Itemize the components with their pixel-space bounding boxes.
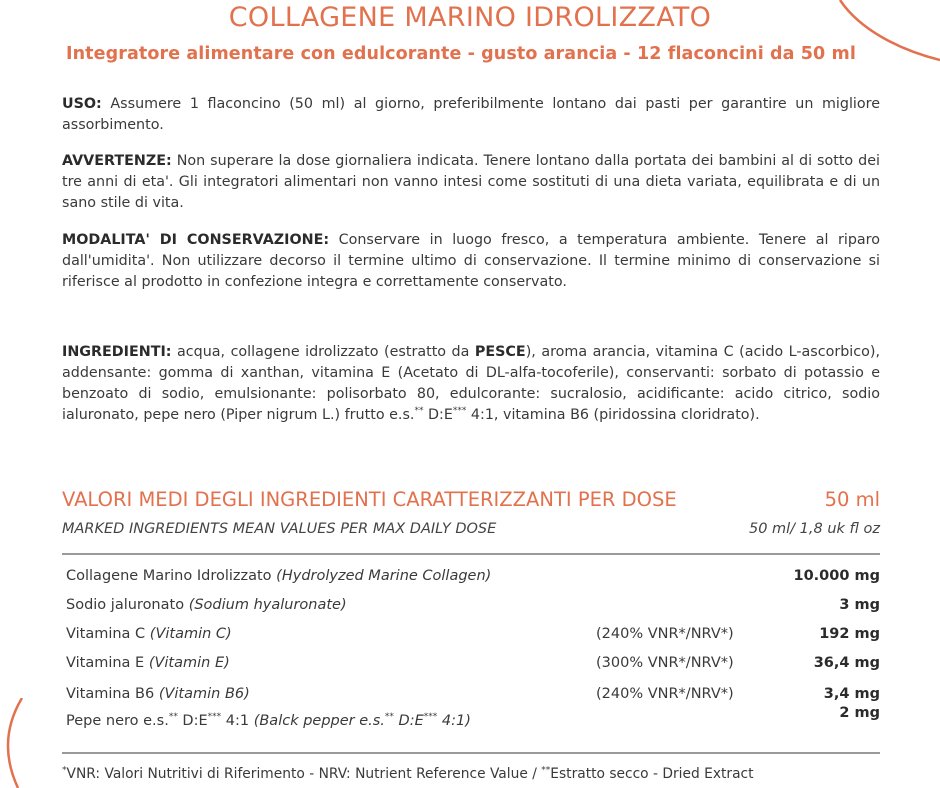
values-subheading-text: MARKED INGREDIENTS MEAN VALUES PER MAX DAILY DOSE: [62, 521, 497, 537]
row-name: Vitamina C: [66, 626, 146, 642]
divider-top: [62, 553, 880, 555]
uso-section: [62, 94, 880, 136]
footnote-sup-vnr: *: [62, 765, 67, 776]
row-amount: 36,4 mg: [813, 655, 880, 671]
pepe-en: (Balck pepper e.s.: [253, 713, 385, 729]
row-name-en: (Vitamin B6): [158, 686, 250, 702]
row-name-en: (Hydrolyzed Marine Collagen): [276, 568, 492, 584]
conservazione-label: MODALITA' DI CONSERVAZIONE:: [62, 232, 330, 248]
decorative-curve-bottom-left: [0, 698, 40, 788]
conservazione-section: [62, 230, 880, 293]
values-dose: 50 ml: [824, 488, 880, 511]
allergen-word: PESCE: [474, 344, 526, 360]
pepe-ratio: 4:1: [221, 713, 254, 729]
values-heading-text: VALORI MEDI DEGLI INGREDIENTI CARATTERIZZANTI PER DOSE: [62, 488, 677, 511]
pepe-en-sup-es: **: [384, 712, 394, 723]
pepe-name: Pepe nero e.s.: [66, 713, 169, 729]
footnote-text-es: Estratto secco - Dried Extract: [550, 766, 754, 782]
divider-bottom: [62, 752, 880, 754]
avvertenze-label: AVVERTENZE:: [62, 153, 172, 169]
footnote: [62, 766, 880, 782]
values-subheading: [62, 521, 880, 537]
row-vnr: (240% VNR*/NRV*): [596, 686, 734, 702]
pepe-amount: 2 mg: [839, 705, 880, 721]
ingredienti-label: INGREDIENTI:: [62, 344, 172, 360]
product-subtitle: Integratore alimentare con edulcorante - gusto arancia - 12 flaconcini da 50 ml: [66, 44, 856, 64]
row-amount: 192 mg: [819, 626, 880, 642]
pepe-en-sup-de: ***: [423, 712, 438, 723]
ingredienti-sup-es: **: [414, 406, 424, 417]
values-heading: [62, 488, 880, 511]
product-title: COLLAGENE MARINO IDROLIZZATO: [228, 2, 712, 33]
ingredienti-text-end: 4:1, vitamina B6 (piridossina cloridrato).: [466, 407, 760, 423]
avvertenze-text: Non superare la dose giornaliera indicata. Tenere lontano dalla portata dei bambini al di sotto dei tre anni di eta'. Gli integratori alimentari non vanno intesi come sostituti di una dieta variata, equilibrata e di un sano stile di vita.: [62, 153, 880, 211]
row-name-en: (Vitamin E): [148, 655, 230, 671]
ingredienti-section: [62, 342, 880, 426]
uso-label: USO:: [62, 96, 102, 112]
pepe-sup-de: ***: [207, 712, 222, 723]
footnote-sup-es: **: [541, 765, 551, 776]
table-row: [66, 568, 880, 590]
table-row: [66, 655, 880, 677]
pepe-mid: D:E: [177, 713, 208, 729]
row-name: Sodio jaluronato: [66, 597, 185, 613]
ingredienti-text-before: acqua, collagene idrolizzato (estratto da: [177, 344, 470, 360]
row-vnr: (240% VNR*/NRV*): [596, 626, 734, 642]
row-name-en: (Vitamin C): [149, 626, 232, 642]
table-row: [66, 686, 880, 708]
row-name-en: (Sodium hyaluronate): [188, 597, 347, 613]
ingredienti-text-after: ), aroma arancia, vitamina C (acido L-ascorbico), addensante: gomma di xanthan, vitamina E (Acetato di DL-alfa-tocoferile), conservanti: sorbato di potassio e benzoato di sodio, emulsionante: polisorbato 80, edulcorante: sucralosio, acidificante: acido citrico, sodio ialuronato, pepe nero (Piper nigrum L.) frutto e.s.: [62, 344, 880, 423]
row-name: Collagene Marino Idrolizzato: [66, 568, 272, 584]
pepe-en-end: 4:1): [437, 713, 471, 729]
row-name: Vitamina B6: [66, 686, 155, 702]
row-amount: 3 mg: [839, 597, 880, 613]
ingredienti-text-mid: D:E: [423, 407, 453, 423]
row-amount: 3,4 mg: [823, 686, 880, 702]
uso-text: Assumere 1 flaconcino (50 ml) al giorno, preferibilmente lontano dai pasti per garantire un migliore assorbimento.: [62, 96, 881, 133]
avvertenze-section: [62, 151, 880, 214]
row-name: Vitamina E: [66, 655, 145, 671]
row-vnr: (300% VNR*/NRV*): [596, 655, 734, 671]
conservazione-text: Conservare in luogo fresco, a temperatura ambiente. Tenere al riparo dall'umidita'. Non utilizzare decorso il termine ultimo di conservazione. Il termine minimo di conservazione si riferisce al prodotto in confezione integra e correttamente conservato.: [62, 232, 880, 290]
pepe-sup-es: **: [168, 712, 178, 723]
pepe-en-mid: D:E: [393, 713, 424, 729]
row-amount: 10.000 mg: [793, 568, 880, 584]
ingredienti-sup-de: ***: [452, 406, 467, 417]
values-dose-en: 50 ml/ 1,8 uk fl oz: [748, 521, 880, 537]
footnote-text-vnr: VNR: Valori Nutritivi di Riferimento - NRV: Nutrient Reference Value /: [66, 766, 542, 782]
table-row: [66, 597, 880, 619]
table-row: [66, 626, 880, 648]
table-row-pepe: [66, 705, 880, 735]
